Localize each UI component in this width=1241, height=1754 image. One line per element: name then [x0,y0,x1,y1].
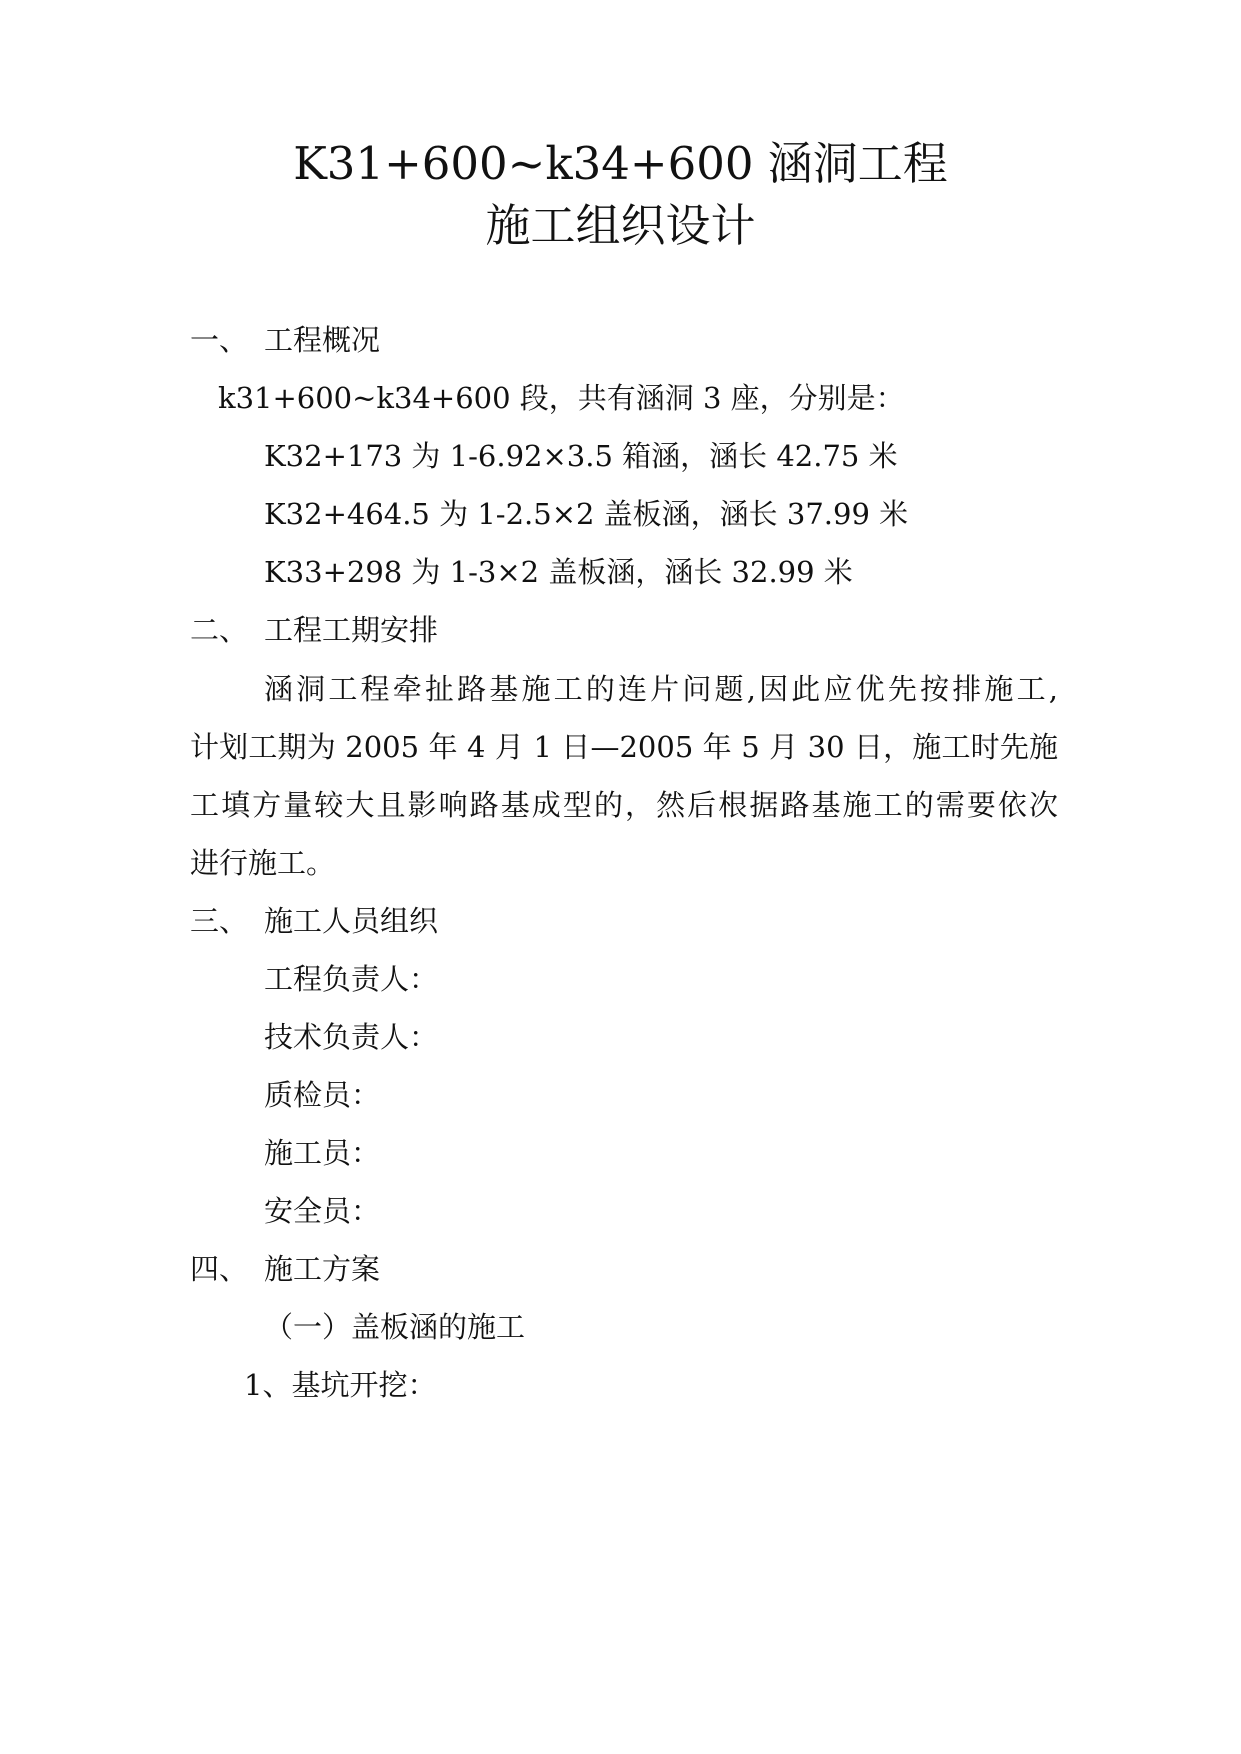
role-construction-staff: 施工员： [264,1136,381,1170]
section3-number: 三、 [190,904,249,938]
schedule-paragraph-line-1: 涵洞工程牵扯路基施工的连片问题,因此应优先按排施工, [264,672,1058,706]
section2-title: 工程工期安排 [264,613,439,647]
section2-heading [190,610,438,650]
section1-heading [190,320,380,360]
schedule-paragraph-line-2: 计划工期为 2005 年 4 月 1 日—2005 年 5 月 30 日，施工时先施 [190,730,1058,764]
schedule-paragraph-line-3: 工填方量较大且影响路基成型的，然后根据路基施工的需要依次 [190,788,1058,822]
role-quality-inspector: 质检员： [264,1078,381,1112]
section4-number: 四、 [190,1252,249,1286]
section1-number: 一、 [190,323,249,357]
schedule-paragraph-line-4: 进行施工。 [190,846,336,880]
culvert-item-1: K32+173 为 1-6.92×3.5 箱涵，涵长 42.75 米 [264,439,898,473]
section1-title: 工程概况 [264,323,381,357]
section4-heading [190,1249,380,1289]
culvert-item-3: K33+298 为 1-3×2 盖板涵，涵长 32.99 米 [264,555,853,589]
section4-item-1: 1、基坑开挖： [244,1368,437,1402]
role-project-manager: 工程负责人： [264,962,439,996]
section2-number: 二、 [190,613,249,647]
section3-heading [190,901,438,941]
role-safety-officer: 安全员： [264,1194,381,1228]
document-title-line1: K31+600~k34+600 涵洞工程 [293,137,948,190]
section4-title: 施工方案 [264,1252,381,1286]
section1-intro: k31+600~k34+600 段，共有涵洞 3 座，分别是： [218,381,905,415]
culvert-item-2: K32+464.5 为 1-2.5×2 盖板涵，涵长 37.99 米 [264,497,909,531]
document-title-line2: 施工组织设计 [485,199,756,252]
section3-title: 施工人员组织 [264,904,439,938]
section4-subheading: （一）盖板涵的施工 [264,1310,526,1344]
role-technical-lead: 技术负责人： [264,1020,439,1054]
